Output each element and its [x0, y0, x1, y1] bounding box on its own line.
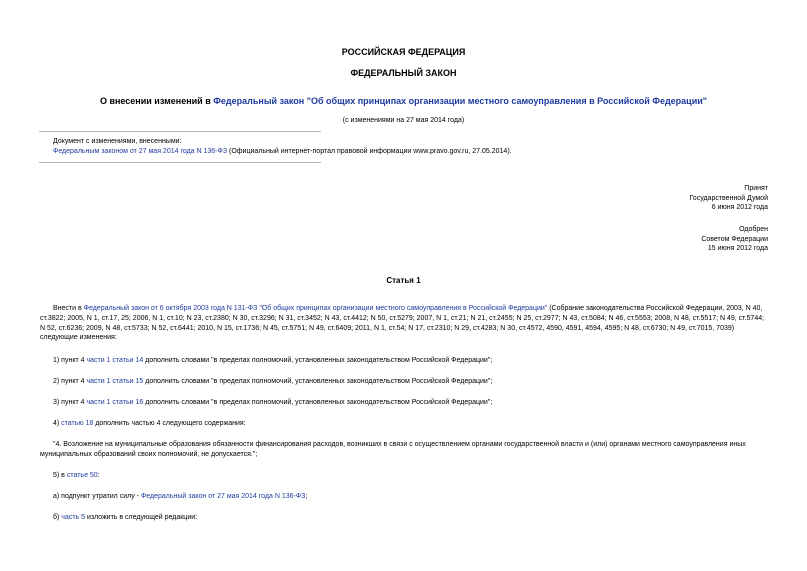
changes-top-divider	[39, 131, 321, 132]
amending-law-link[interactable]: Федеральным законом от 27 мая 2014 года N 136-ФЗ	[53, 147, 228, 155]
council-body: Советом Федерации	[701, 235, 768, 243]
duma-adopted-label: Принят	[744, 185, 768, 192]
council-approved-label: Одобрен	[739, 226, 768, 233]
council-approval	[701, 225, 768, 254]
changes-source-suffix: (Официальный интернет-портал правовой информации www.pravo.gov.ru, 27.05.2014).	[227, 147, 512, 155]
intro-text-b: (Собрание законодательства Российской Федерации, 2003, N 40, ст.3822; 2005, N 1, ст.17, 25; 2006, N 1, ст.10; N 23, ст.2380; N 30, ст.3296; N 31, ст.3452; N 43, ст.4412; N 50, ст.5279; 2007, N 1, ст.21; N 21, ст.2455; N 25, ст.2977; N 43, ст.5084; N 46, ст.5553; 2008, N 48, ст.5517; N 49, ст.5744; N 52, ст.6236; 2009, N 48, ст.5733; N 52, ст.6441; 2010, N 15, ст.1736; N 45, ст.5751; N 49, ст.6409; 2011, N 1, ст.54; N 17, ст.2310; N 29, ст.4283; N 30, ст.4572, 4590, 4591, 4594, 4595; N 48, ст.6730; N 49, ст.7015, 7039) следующие изменения:	[40, 305, 765, 342]
duma-adoption	[689, 184, 768, 213]
subitem-b	[40, 513, 768, 523]
law-title-prefix: О внесении изменений в	[99, 96, 214, 106]
law-title-link[interactable]: Федеральный закон "Об общих принципах организации местного самоуправления в Российской Федерации"	[213, 96, 708, 106]
item-1-text-a: 1) пункт 4	[53, 357, 87, 364]
item-2	[40, 377, 768, 387]
item-4-article-link[interactable]: статью 18	[61, 420, 94, 427]
subitem-a	[40, 492, 768, 502]
item-3-text-a: 3) пункт 4	[53, 399, 87, 406]
law-title	[0, 96, 807, 106]
changes-bottom-divider	[39, 162, 321, 163]
subitem-a-law-link[interactable]: Федеральный закон от 27 мая 2014 года N 136-ФЗ	[140, 493, 306, 500]
item-1	[40, 356, 768, 366]
law-type-heading: ФЕДЕРАЛЬНЫЙ ЗАКОН	[350, 68, 457, 78]
council-date: 15 июня 2012 года	[707, 245, 768, 253]
item-5-article-link[interactable]: статье 50	[66, 472, 98, 479]
changes-block	[53, 137, 512, 156]
changes-intro: Документ с изменениями, внесенными:	[53, 138, 182, 145]
item-4-text-a: 4)	[53, 420, 62, 427]
subitem-a-text-a: а) подпункт утратил силу -	[53, 493, 141, 500]
duma-body: Государственной Думой	[689, 194, 768, 202]
subitem-b-part-link[interactable]: часть 5	[61, 514, 86, 521]
item-1-text-b: дополнить словами "в пределах полномочий, установленных законодательством Российской Федерации";	[143, 357, 493, 364]
subitem-b-text-a: б)	[53, 514, 62, 521]
item-5-text-a: 5) в	[53, 472, 67, 479]
subitem-b-text-b: изложить в следующей редакции:	[85, 514, 198, 521]
duma-date: 6 июня 2012 года	[711, 204, 768, 212]
item-4-text-b: дополнить частью 4 следующего содержания:	[93, 420, 246, 427]
item-3-text-b: дополнить словами "в пределах полномочий, установленных законодательством Российской Федерации";	[143, 399, 493, 406]
amendment-note: (с изменениями на 27 мая 2014 года)	[342, 117, 465, 124]
item-3-article-link[interactable]: статьи 16	[112, 399, 144, 406]
item-5-text-b: :	[97, 472, 100, 479]
law-131-link[interactable]: Федеральный закон от 6 октября 2003 года N 131-ФЗ "Об общих принципах организации местного самоуправления в Российской Федерации"	[83, 305, 548, 312]
item-1-article-link[interactable]: статьи 14	[112, 357, 144, 364]
item-2-text-a: 2) пункт 4	[53, 378, 87, 385]
item-2-part-link[interactable]: части 1	[86, 378, 111, 385]
item-2-text-b: дополнить словами "в пределах полномочий, установленных законодательством Российской Федерации";	[143, 378, 493, 385]
subitem-a-text-b: ;	[305, 493, 308, 500]
item-4	[40, 419, 768, 429]
intro-text-a: Внести в	[53, 305, 84, 312]
item-3-part-link[interactable]: части 1	[86, 399, 111, 406]
item-5	[40, 471, 768, 481]
item-1-part-link[interactable]: части 1	[86, 357, 111, 364]
article-heading: Статья 1	[386, 276, 421, 285]
item-2-article-link[interactable]: статьи 15	[112, 378, 144, 385]
new-part-4-quote: "4. Возложение на муниципальные образования обязанности финансирования расходов, возникших в связи с осуществлением органами государственной власти и (или) органами местного самоуправления иных муниципальных образований своих полномочий, не допускается.";	[40, 441, 746, 458]
item-3	[40, 398, 768, 408]
changes-source	[53, 147, 512, 157]
country-heading: РОССИЙСКАЯ ФЕДЕРАЦИЯ	[341, 47, 466, 57]
article-intro-paragraph	[40, 304, 768, 343]
